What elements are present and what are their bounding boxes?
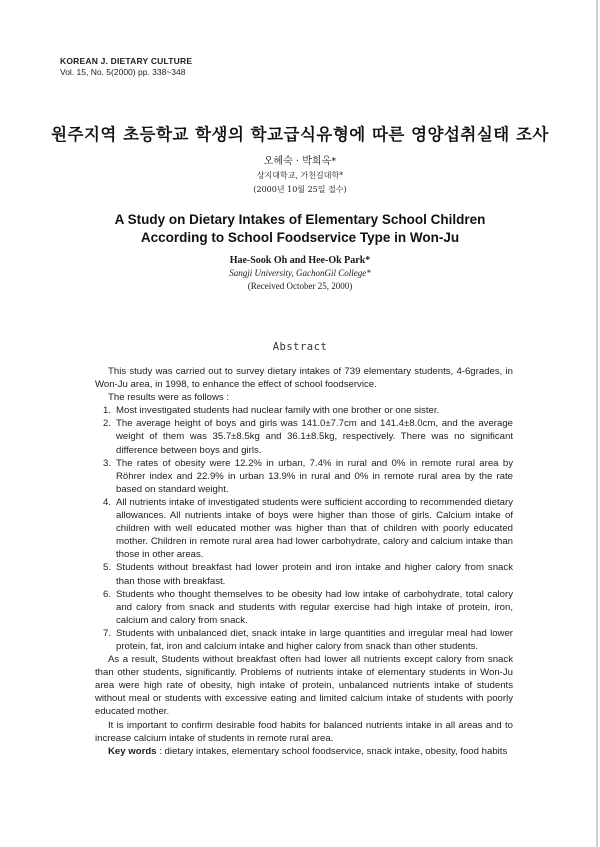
english-title-line-2: According to School Foodservice Type in Won-Ju <box>140 229 460 245</box>
english-authors: Hae-Sook Oh and Hee-Ok Park* <box>229 255 371 266</box>
result-number: 7. <box>103 627 112 639</box>
result-number: 2. <box>103 418 112 430</box>
korean-title: 원주지역 초등학교 학생의 학교급식유형에 따른 영양섭취실태 조사 <box>51 125 549 144</box>
result-number: 3. <box>103 457 112 469</box>
result-number: 5. <box>103 562 112 574</box>
result-text: The rates of obesity were 12.2% in urban, 7.4% in rural and 0% in remote rural area by Röhrer index and 22.9% in urban 13.9% in rural and 0% in remote rural area by the rate based on standard weight. <box>116 457 513 495</box>
english-title-line-1: A Study on Dietary Intakes of Elementary School Children <box>114 212 486 227</box>
abstract-conclusion: As a result, Students without breakfast often had lower all nutrients except calory from snack than other students, significantly. Problems of nutrients intake of elementary students in Won-Ju area were high rate of obesity, high intake of protein, unbalanced nutrients intake of students without meal or students with excessive eating and limited calcium intake of students with poorly educated mother. <box>95 654 513 718</box>
abstract-intro: This study was carried out to survey dietary intakes of 739 elementary students, 4-6grades, in Won-Ju area, in 1998, to enhance the effect of school foodservice. <box>95 366 513 391</box>
result-item <box>103 561 513 587</box>
result-item <box>103 417 513 456</box>
korean-authors: 오혜숙 · 박희옥* <box>263 156 337 167</box>
result-item <box>103 496 513 561</box>
result-text: Students without breakfast had lower protein and iron intake and higher calory from snack than those with breakfast. <box>116 562 513 587</box>
result-number: 4. <box>103 496 112 508</box>
result-item <box>103 404 513 417</box>
result-number: 1. <box>103 405 112 417</box>
journal-volume: Vol. 15, No. 5(2000) pp. 338~348 <box>60 67 186 77</box>
result-item <box>103 457 513 496</box>
journal-name: KOREAN J. DIETARY CULTURE <box>60 56 193 66</box>
korean-received-date: (2000년 10월 25일 접수) <box>253 185 347 194</box>
keywords-label: Key words <box>108 745 157 757</box>
journal-header <box>60 56 192 78</box>
result-text: Students who thought themselves to be obesity had low intake of carbohydrate, total calory and calory from snack and students with regular exercise had high intake of protein, iron, calcium and calory from snack. <box>116 588 513 626</box>
english-affiliation: Sangji University, GachonGil College* <box>229 268 371 278</box>
keywords-list: : dietary intakes, elementary school foodservice, snack intake, obesity, food habits <box>159 745 508 757</box>
keywords <box>95 745 513 758</box>
korean-affiliation: 상지대학교, 가천길대학* <box>256 171 344 180</box>
abstract-recommendation: It is important to confirm desirable food habits for balanced nutrients intake in all areas and to increase calcium intake of students in remote rural area. <box>95 719 513 744</box>
result-text: All nutrients intake of investigated students were sufficient according to recommended dietary allowances. All nutrients intake of boys were higher than those of girls. Calcium intake of children with well educated mother was higher than that of children with poorly educated mother. Children in remote rural area had lower carbohydrate, calory and calcium intake than those in other areas. <box>116 496 513 561</box>
result-text: Most investigated students had nuclear family with one brother or one sister. <box>116 405 440 417</box>
results-list <box>95 404 513 653</box>
abstract-body <box>95 365 513 758</box>
result-item <box>103 588 513 627</box>
result-text: The average height of boys and girls was 141.0±7.7cm and 141.4±8.0cm, and the average weight of them was 35.7±8.5kg and 36.1±8.5kg, respectively. There was no significant difference between boys and girls. <box>116 418 513 456</box>
english-title <box>0 211 600 246</box>
results-lead: The results were as follows : <box>108 392 230 404</box>
abstract-heading: Abstract <box>272 341 328 353</box>
result-number: 6. <box>103 588 112 600</box>
result-text: Students with unbalanced diet, snack intake in large quantities and irregular meal had lower protein, fat, iron and calcium intake and higher calory from snack than other students. <box>116 627 513 652</box>
english-received-date: (Received October 25, 2000) <box>247 281 353 291</box>
result-item <box>103 627 513 653</box>
